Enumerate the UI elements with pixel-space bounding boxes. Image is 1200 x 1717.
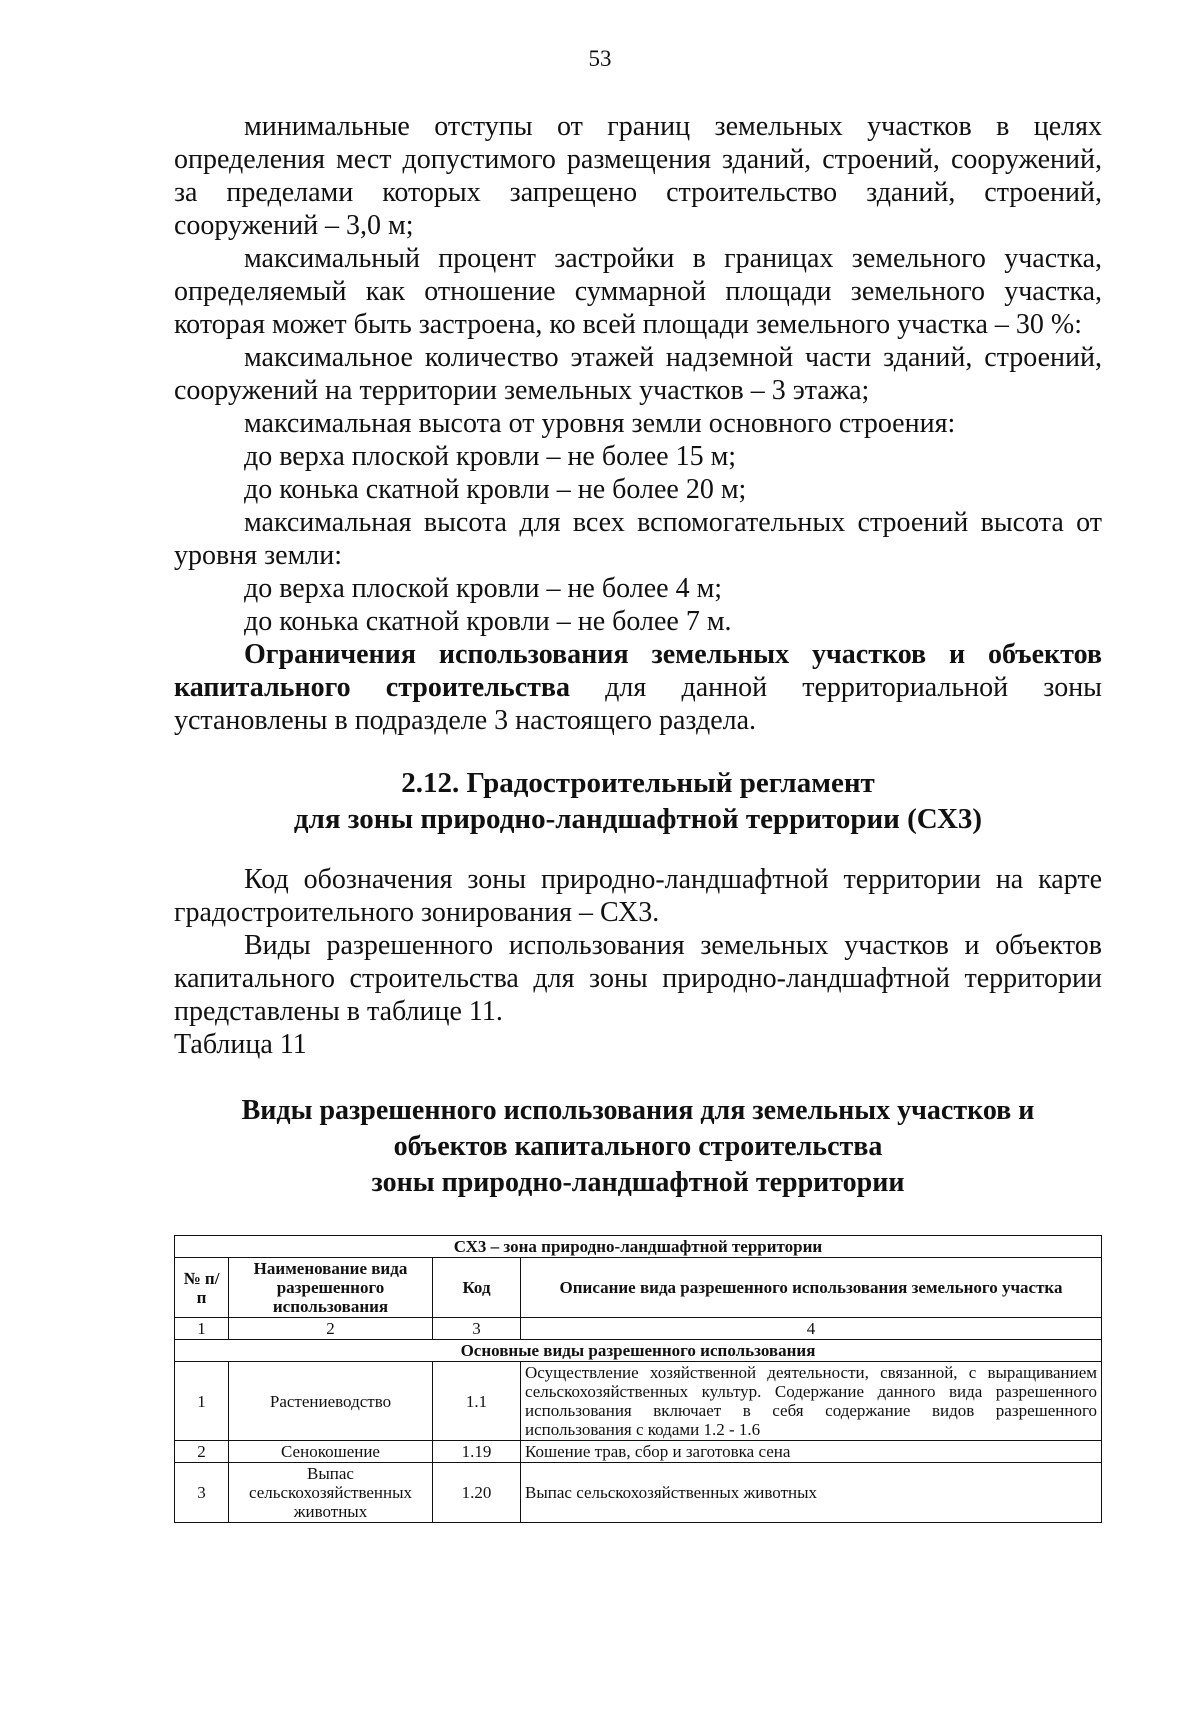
column-number: 1 bbox=[175, 1318, 229, 1340]
restrictions-text: для данной территориальной зоны установлены в подразделе 3 настоящего раздела. bbox=[174, 672, 1102, 736]
table-column-number-row bbox=[175, 1318, 1102, 1340]
paragraph-max-height: максимальная высота от уровня земли основного строения: bbox=[244, 408, 956, 439]
row-name: Сенокошение bbox=[229, 1441, 433, 1463]
section-heading-line2: для зоны природно-ландшафтной территории (СХ3) bbox=[293, 803, 983, 835]
table-row bbox=[175, 1441, 1102, 1463]
row-num: 3 bbox=[175, 1463, 229, 1523]
paragraph-flat-roof: до верха плоской кровли – не более 15 м; bbox=[244, 441, 737, 472]
row-code: 1.1 bbox=[433, 1362, 521, 1441]
paragraph-restrictions bbox=[174, 638, 1102, 737]
zone-header: СХ3 – зона природно-ландшафтной территории bbox=[175, 1236, 1102, 1258]
paragraph-usage-types: Виды разрешенного использования земельных участков и объектов капитального строительства для зоны природно-ландшафтной территории представлены в таблице 11. bbox=[174, 930, 1102, 1027]
paragraph-aux-pitched-roof: до конька скатной кровли – не более 7 м. bbox=[244, 606, 732, 637]
table-row bbox=[175, 1362, 1102, 1441]
column-header-num: № п/п bbox=[175, 1258, 229, 1318]
row-num: 2 bbox=[175, 1441, 229, 1463]
table-label: Таблица 11 bbox=[174, 1029, 307, 1060]
section-header-main-uses: Основные виды разрешенного использования bbox=[175, 1340, 1102, 1362]
table-title-line3: зоны природно-ландшафтной территории bbox=[371, 1167, 905, 1198]
table-column-header-row bbox=[175, 1258, 1102, 1318]
column-number: 2 bbox=[229, 1318, 433, 1340]
paragraph-max-coverage: максимальный процент застройки в границах земельного участка, определяемый как отношение суммарной площади земельного участка, которая может быть застроена, ко всей площади земельного участка – 30 %: bbox=[174, 243, 1102, 340]
section-heading bbox=[174, 765, 1102, 837]
column-header-name: Наименование вида разрешенного использования bbox=[229, 1258, 433, 1318]
paragraph-zone-code: Код обозначения зоны природно-ландшафтной территории на карте градостроительного зонирования – СХ3. bbox=[174, 864, 1102, 928]
document-body bbox=[174, 110, 1102, 1523]
column-header-desc: Описание вида разрешенного использования земельного участка bbox=[521, 1258, 1102, 1318]
table-title-line1: Виды разрешенного использования для земельных участков и bbox=[241, 1095, 1035, 1126]
restrictions-bold-text: Ограничения использования земельных участков и объектов капитального строительства bbox=[174, 639, 1102, 703]
row-desc: Выпас сельскохозяйственных животных bbox=[521, 1463, 1102, 1523]
table-title bbox=[174, 1093, 1102, 1201]
paragraph-min-setbacks: минимальные отступы от границ земельных участков в целях определения мест допустимого размещения зданий, строений, сооружений, за пределами которых запрещено строительство зданий, строений, сооружений – 3,0 м; bbox=[174, 111, 1102, 241]
column-number: 3 bbox=[433, 1318, 521, 1340]
row-num: 1 bbox=[175, 1362, 229, 1441]
paragraph-max-floors: максимальное количество этажей надземной части зданий, строений, сооружений на территории земельных участков – 3 этажа; bbox=[174, 342, 1102, 406]
paragraph-pitched-roof: до конька скатной кровли – не более 20 м; bbox=[244, 474, 747, 505]
paragraph-aux-flat-roof: до верха плоской кровли – не более 4 м; bbox=[244, 573, 723, 604]
table-zone-header-row bbox=[175, 1236, 1102, 1258]
usage-table bbox=[174, 1235, 1102, 1523]
section-heading-line1: 2.12. Градостроительный регламент bbox=[401, 767, 875, 799]
column-header-code: Код bbox=[433, 1258, 521, 1318]
row-code: 1.19 bbox=[433, 1441, 521, 1463]
row-name: Растениеводство bbox=[229, 1362, 433, 1441]
page-number: 53 bbox=[588, 46, 612, 71]
row-code: 1.20 bbox=[433, 1463, 521, 1523]
row-name: Выпас сельскохозяйственных животных bbox=[229, 1463, 433, 1523]
table-section-row bbox=[175, 1340, 1102, 1362]
table-row bbox=[175, 1463, 1102, 1523]
column-number: 4 bbox=[521, 1318, 1102, 1340]
paragraph-aux-height: максимальная высота для всех вспомогательных строений высота от уровня земли: bbox=[174, 507, 1102, 571]
table-title-line2: объектов капитального строительства bbox=[393, 1131, 883, 1162]
row-desc: Кошение трав, сбор и заготовка сена bbox=[521, 1441, 1102, 1463]
row-desc: Осуществление хозяйственной деятельности, связанной, с выращиванием сельскохозяйственных культур. Содержание данного вида разрешенного использования включает в себя содержание видов разрешенного использования с кодами 1.2 - 1.6 bbox=[521, 1362, 1102, 1441]
